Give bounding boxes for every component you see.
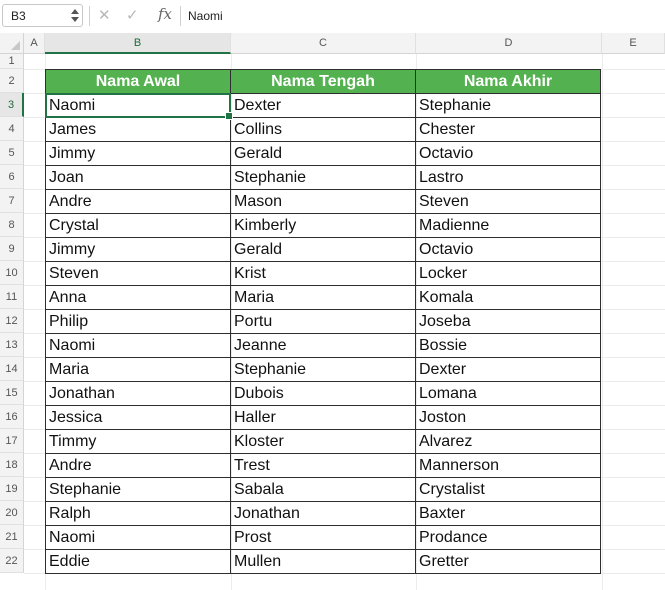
table-cell[interactable]: Crystal [46,214,231,238]
table-cell[interactable]: Trest [231,454,416,478]
formula-bar-divider [180,6,181,26]
table-row [46,502,601,526]
column-header-a[interactable]: A [24,33,45,54]
table-cell[interactable]: Dexter [231,94,416,118]
table-cell[interactable]: Jeanne [231,334,416,358]
table-cell[interactable]: Bossie [416,334,601,358]
formula-input[interactable]: Naomi [188,9,223,23]
table-cell[interactable]: Andre [46,190,231,214]
table-row [46,214,601,238]
table-cell[interactable]: Madienne [416,214,601,238]
row-header-12[interactable]: 12 [0,309,24,333]
table-cell[interactable]: Crystalist [416,478,601,502]
row-header-11[interactable]: 11 [0,285,24,309]
row-header-20[interactable]: 20 [0,501,24,525]
table-row [46,142,601,166]
table-row [46,454,601,478]
column-header-c[interactable]: C [231,33,416,54]
row-header-14[interactable]: 14 [0,357,24,381]
table-cell[interactable]: Andre [46,454,231,478]
row-header-10[interactable]: 10 [0,261,24,285]
table-row [46,286,601,310]
table-cell[interactable]: Jimmy [46,142,231,166]
table-cell[interactable]: Stephanie [231,358,416,382]
table-cell[interactable]: Naomi [46,94,231,118]
table-cell[interactable]: Baxter [416,502,601,526]
row-header-15[interactable]: 15 [0,381,24,405]
select-all-icon [11,41,20,50]
table-cell[interactable]: Stephanie [416,94,601,118]
names-table [45,69,601,574]
table-cell[interactable]: Locker [416,262,601,286]
table-cell[interactable]: Steven [46,262,231,286]
table-cell[interactable]: Joan [46,166,231,190]
formula-bar [0,0,665,34]
table-row [46,406,601,430]
table-cell[interactable]: Sabala [231,478,416,502]
row-header-2[interactable]: 2 [0,69,24,93]
table-row [46,118,601,142]
row-header-6[interactable]: 6 [0,165,24,189]
table-cell[interactable]: Alvarez [416,430,601,454]
table-row [46,94,601,118]
table-cell[interactable]: James [46,118,231,142]
table-header-row [46,70,601,94]
table-row [46,166,601,190]
table-cell[interactable]: Ralph [46,502,231,526]
table-cell[interactable]: Jessica [46,406,231,430]
table-cell[interactable]: Dexter [416,358,601,382]
table-cell[interactable]: Mason [231,190,416,214]
table-row [46,430,601,454]
table-cell[interactable]: Prodance [416,526,601,550]
name-box[interactable] [2,4,83,27]
table-row [46,382,601,406]
table-row [46,358,601,382]
row-header-17[interactable]: 17 [0,429,24,453]
formula-bar-divider [89,6,90,26]
table-cell[interactable]: Jonathan [46,382,231,406]
table-row [46,262,601,286]
table-cell[interactable]: Gretter [416,550,601,574]
column-header-d[interactable]: D [416,33,602,54]
table-cell[interactable]: Timmy [46,430,231,454]
table-cell[interactable]: Maria [231,286,416,310]
table-cell[interactable]: Collins [231,118,416,142]
table-cell[interactable]: Naomi [46,526,231,550]
table-cell[interactable]: Krist [231,262,416,286]
table-cell[interactable]: Maria [46,358,231,382]
table-cell[interactable]: Stephanie [231,166,416,190]
row-header-21[interactable]: 21 [0,525,24,549]
table-row [46,238,601,262]
header-nama-awal[interactable]: Nama Awal [46,70,231,94]
column-header-b[interactable]: B [45,33,231,54]
insert-function-icon[interactable]: fx [158,5,173,23]
table-cell[interactable]: Jonathan [231,502,416,526]
table-row [46,310,601,334]
table-cell[interactable]: Kloster [231,430,416,454]
table-cell[interactable]: Eddie [46,550,231,574]
table-cell[interactable]: Gerald [231,238,416,262]
name-box-value: B3 [11,9,26,23]
table-cell[interactable]: Chester [416,118,601,142]
row-header-1[interactable]: 1 [0,54,24,69]
row-header-9[interactable]: 9 [0,237,24,261]
row-header-7[interactable]: 7 [0,189,24,213]
row-header-5[interactable]: 5 [0,141,24,165]
row-header-4[interactable]: 4 [0,117,24,141]
name-box-stepper-icon[interactable] [71,7,79,24]
select-all-corner[interactable] [0,33,24,54]
row-header-13[interactable]: 13 [0,333,24,357]
table-cell[interactable]: Portu [231,310,416,334]
table-cell[interactable]: Philip [46,310,231,334]
table-cell[interactable]: Mullen [231,550,416,574]
header-nama-tengah[interactable]: Nama Tengah [231,70,416,94]
table-row [46,526,601,550]
row-header-18[interactable]: 18 [0,453,24,477]
table-cell[interactable]: Lomana [416,382,601,406]
column-header-e[interactable]: E [602,33,665,54]
table-cell[interactable]: Steven [416,190,601,214]
table-row [46,478,601,502]
header-nama-akhir[interactable]: Nama Akhir [416,70,601,94]
table-cell[interactable]: Dubois [231,382,416,406]
cancel-icon[interactable]: ✕ [98,7,111,24]
table-row [46,550,601,574]
table-cell[interactable]: Stephanie [46,478,231,502]
table-cell[interactable]: Joston [416,406,601,430]
row-header-22[interactable]: 22 [0,549,24,573]
table-row [46,190,601,214]
row-header-16[interactable]: 16 [0,405,24,429]
table-row [46,334,601,358]
enter-check-icon[interactable]: ✓ [126,7,139,24]
table-cell[interactable]: Octavio [416,142,601,166]
table-cell[interactable]: Kimberly [231,214,416,238]
table-cell[interactable]: Lastro [416,166,601,190]
table-cell[interactable]: Prost [231,526,416,550]
table-cell[interactable]: Naomi [46,334,231,358]
table-cell[interactable]: Komala [416,286,601,310]
table-cell[interactable]: Haller [231,406,416,430]
table-cell[interactable]: Gerald [231,142,416,166]
row-header-19[interactable]: 19 [0,477,24,501]
gridline-vertical [602,54,603,590]
table-cell[interactable]: Mannerson [416,454,601,478]
table-cell[interactable]: Anna [46,286,231,310]
table-cell[interactable]: Joseba [416,310,601,334]
row-header-8[interactable]: 8 [0,213,24,237]
table-cell[interactable]: Octavio [416,238,601,262]
row-header-3[interactable]: 3 [0,93,24,117]
table-cell[interactable]: Jimmy [46,238,231,262]
